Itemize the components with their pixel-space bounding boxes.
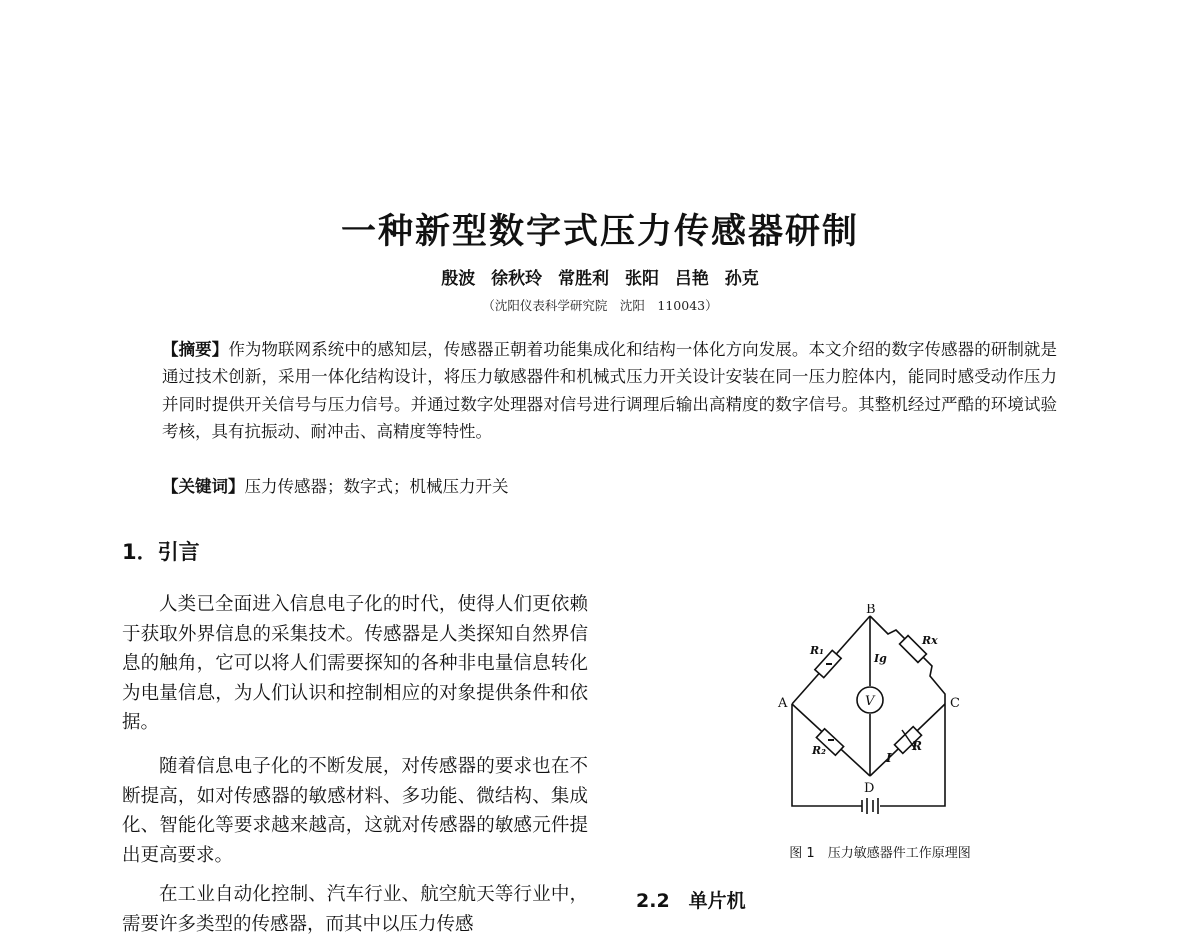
node-label-b: B [866, 604, 876, 617]
bridge-circuit-figure [770, 604, 970, 814]
intro-paragraph-2 [122, 752, 588, 870]
label-r2: R₂ [812, 744, 826, 757]
paper-title: 一种新型数字式压力传感器研制 [340, 212, 859, 252]
node-label-a: A [778, 696, 788, 711]
affiliation: （沈阳仪表科学研究院 沈阳 110043） [482, 298, 718, 313]
label-rx: Rx [922, 634, 938, 647]
paragraph-text: 随着信息电子化的不断发展，对传感器的要求也在不断提高，如对传感器的敏感材料、多功能、微结构、集成化、智能化等要求越来越高，这就对传感器的敏感元件提出更高要求。 [122, 756, 588, 866]
paragraph-text: 人类已全面进入信息电子化的时代，使得人们更依赖于获取外界信息的采集技术。传感器是人类探知自然界信息的触角，它可以将人们需要探知的各种非电量信息转化为电量信息，为人们认识和控制相应的对象提供条件和依据。 [122, 594, 588, 733]
intro-paragraph-1 [122, 590, 588, 738]
section-heading-introduction: 1．引言 [122, 540, 200, 564]
keywords [162, 473, 509, 497]
node-label-d: D [864, 781, 875, 796]
paragraph-text: 在工业自动化控制、汽车行业、航空航天等行业中，需要许多类型的传感器，而其中以压力传感 [122, 884, 588, 935]
label-r1: R₁ [810, 644, 824, 657]
keywords-tag: 【关键词】 [162, 477, 245, 496]
author-list: 殷波 徐秋玲 常胜利 张阳 吕艳 孙克 [441, 269, 759, 289]
node-label-c: C [950, 696, 960, 711]
label-i: I [886, 751, 892, 765]
wire-source-left [792, 704, 862, 806]
abstract-tag: 【摘要】 [162, 340, 229, 359]
intro-paragraph-3 [122, 880, 588, 939]
abstract-text: 作为物联网系统中的感知层，传感器正朝着功能集成化和结构一体化方向发展。本文介绍的数字传感器的研制就是通过技术创新，采用一体化结构设计，将压力敏感器件和机械式压力开关设计安装在同一压力腔体内，能同时感受动作压力并同时提供开关信号与压力信号。并通过数字处理器对信号进行调理后输出高精度的数字信号。其整机经过严酷的环境试验考核，具有抗振动、耐冲击、高精度等特性。 [162, 340, 1058, 441]
label-r: R [912, 739, 922, 753]
label-ig: Ig [874, 652, 887, 665]
section-heading-mcu: 2.2 单片机 [636, 890, 746, 912]
meter-label: V [865, 694, 875, 709]
abstract [162, 336, 1057, 445]
keywords-text: 压力传感器；数字式；机械压力开关 [244, 477, 509, 496]
figure-caption: 图 1 压力敏感器件工作原理图 [789, 846, 971, 861]
